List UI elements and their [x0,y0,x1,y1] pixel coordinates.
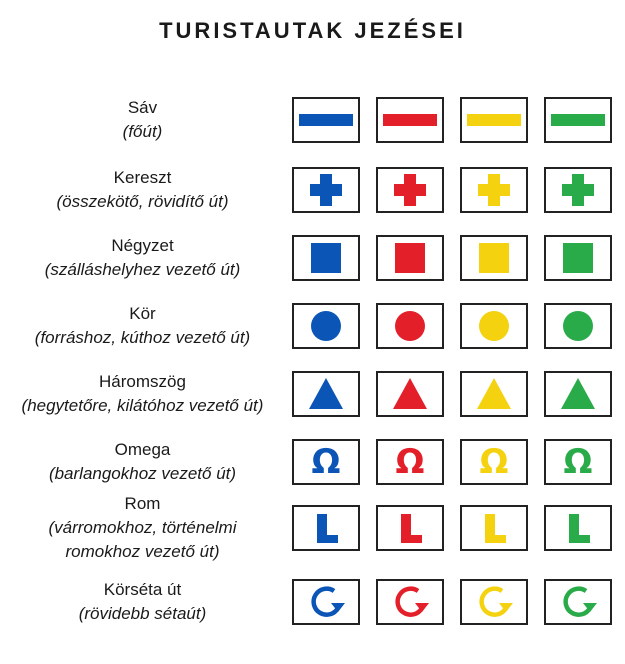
bar-icon-shape [383,114,437,126]
circle-icon-shape [311,311,341,341]
symbol-label [0,96,285,144]
omega-icon [292,439,360,485]
symbol-description: (összekötő, rövidítő út) [56,192,229,211]
symbol-label [0,438,285,486]
symbol-description: (hegytetőre, kilátóhoz vezető út) [21,396,264,415]
bar-icon [292,97,360,143]
symbol-row-circle [0,296,625,356]
omega-icon [376,439,444,485]
ruin-l-icon-shape [317,514,338,543]
triangle-icon [292,371,360,417]
cross-icon [460,167,528,213]
symbol-row-omega [0,432,625,492]
triangle-icon-svg [378,373,442,415]
loop-arrow-icon-svg [378,581,442,623]
circle-icon-shape [563,311,593,341]
cross-icon-shape [478,174,510,206]
bar-icon-shape [551,114,605,126]
circle-icon-svg [378,305,442,347]
square-icon-shape [311,243,341,273]
bar-icon-svg [462,99,526,141]
ruin-l-icon-svg [546,507,610,549]
cross-icon-shape [562,174,594,206]
square-icon-svg [294,237,358,279]
symbol-description: (szálláshelyhez vezető út) [44,260,241,279]
circle-icon-shape [479,311,509,341]
ruin-l-icon-shape [569,514,590,543]
circle-icon [376,303,444,349]
square-icon [292,235,360,281]
symbol-name: Négyzet [111,236,174,255]
triangle-icon [376,371,444,417]
symbol-row-ruin-l [0,494,625,561]
square-icon-svg [546,237,610,279]
symbol-label [0,302,285,350]
triangle-icon-svg [294,373,358,415]
square-icon [544,235,612,281]
triangle-icon-svg [462,373,526,415]
cross-icon [292,167,360,213]
symbol-description: (várromokhoz, történelmi [48,518,237,537]
symbol-row-bar [0,90,625,150]
loop-arrow-icon-shape [566,589,597,615]
bar-icon-shape [299,114,353,126]
loop-arrow-icon [292,579,360,625]
loop-arrow-icon-shape [398,589,429,615]
omega-icon-glyph: Ω [311,442,341,482]
symbol-description: (főút) [122,122,163,141]
triangle-icon-shape [309,378,343,409]
square-icon-shape [395,243,425,273]
bar-icon [460,97,528,143]
omega-icon-glyph: Ω [563,442,593,482]
square-icon-shape [479,243,509,273]
triangle-icon-svg [546,373,610,415]
symbol-description: (forráshoz, kúthoz vezető út) [34,328,251,347]
ruin-l-icon [376,505,444,551]
symbol-label [0,578,285,626]
circle-icon-svg [294,305,358,347]
circle-icon-svg [546,305,610,347]
square-icon [460,235,528,281]
triangle-icon-shape [477,378,511,409]
page-title: TURISTAUTAK JEZÉSEI [159,18,466,43]
symbol-name: Sáv [127,98,158,117]
circle-icon [292,303,360,349]
bar-icon [376,97,444,143]
ruin-l-icon-svg [294,507,358,549]
circle-icon-shape [395,311,425,341]
loop-arrow-icon [544,579,612,625]
ruin-l-icon-shape [401,514,422,543]
symbol-row-square [0,228,625,288]
cross-icon-shape [394,174,426,206]
loop-arrow-icon [460,579,528,625]
bar-icon-svg [294,99,358,141]
square-icon [376,235,444,281]
cross-icon-svg [462,169,526,211]
symbol-name: Kereszt [113,168,172,187]
square-icon-svg [462,237,526,279]
circle-icon-svg [462,305,526,347]
symbol-label [0,166,285,214]
loop-arrow-icon-svg [294,581,358,623]
omega-icon [460,439,528,485]
symbol-description: romokhoz vezető út) [65,542,220,561]
cross-icon [376,167,444,213]
ruin-l-icon-svg [378,507,442,549]
bar-icon-svg [546,99,610,141]
triangle-icon-shape [561,378,595,409]
loop-arrow-icon [376,579,444,625]
cross-icon [544,167,612,213]
triangle-icon [544,371,612,417]
symbol-row-cross [0,160,625,220]
ruin-l-icon-svg [462,507,526,549]
symbol-name: Omega [114,440,171,459]
cross-icon-svg [546,169,610,211]
loop-arrow-icon-svg [546,581,610,623]
symbol-description: (rövidebb sétaút) [78,604,207,623]
triangle-icon-shape [393,378,427,409]
symbol-row-loop-arrow [0,572,625,632]
loop-arrow-icon-shape [314,589,345,615]
cross-icon-svg [294,169,358,211]
omega-icon [544,439,612,485]
omega-icon-glyph: Ω [479,442,509,482]
ruin-l-icon [544,505,612,551]
square-icon-svg [378,237,442,279]
ruin-l-icon [292,505,360,551]
loop-arrow-icon-svg [462,581,526,623]
bar-icon-shape [467,114,521,126]
loop-arrow-icon-shape [482,589,513,615]
symbol-name: Háromszög [99,372,186,391]
symbol-row-triangle [0,364,625,424]
symbol-label [0,370,285,418]
symbol-label [0,492,285,564]
symbol-name: Kör [129,304,156,323]
bar-icon [544,97,612,143]
circle-icon [460,303,528,349]
symbol-label [0,234,285,282]
triangle-icon [460,371,528,417]
ruin-l-icon [460,505,528,551]
bar-icon-svg [378,99,442,141]
symbol-description: (barlangokhoz vezető út) [48,464,237,483]
cross-icon-svg [378,169,442,211]
ruin-l-icon-shape [485,514,506,543]
square-icon-shape [563,243,593,273]
circle-icon [544,303,612,349]
symbol-name: Rom [124,494,161,513]
symbol-name: Körséta út [103,580,182,599]
omega-icon-glyph: Ω [395,442,425,482]
cross-icon-shape [310,174,342,206]
